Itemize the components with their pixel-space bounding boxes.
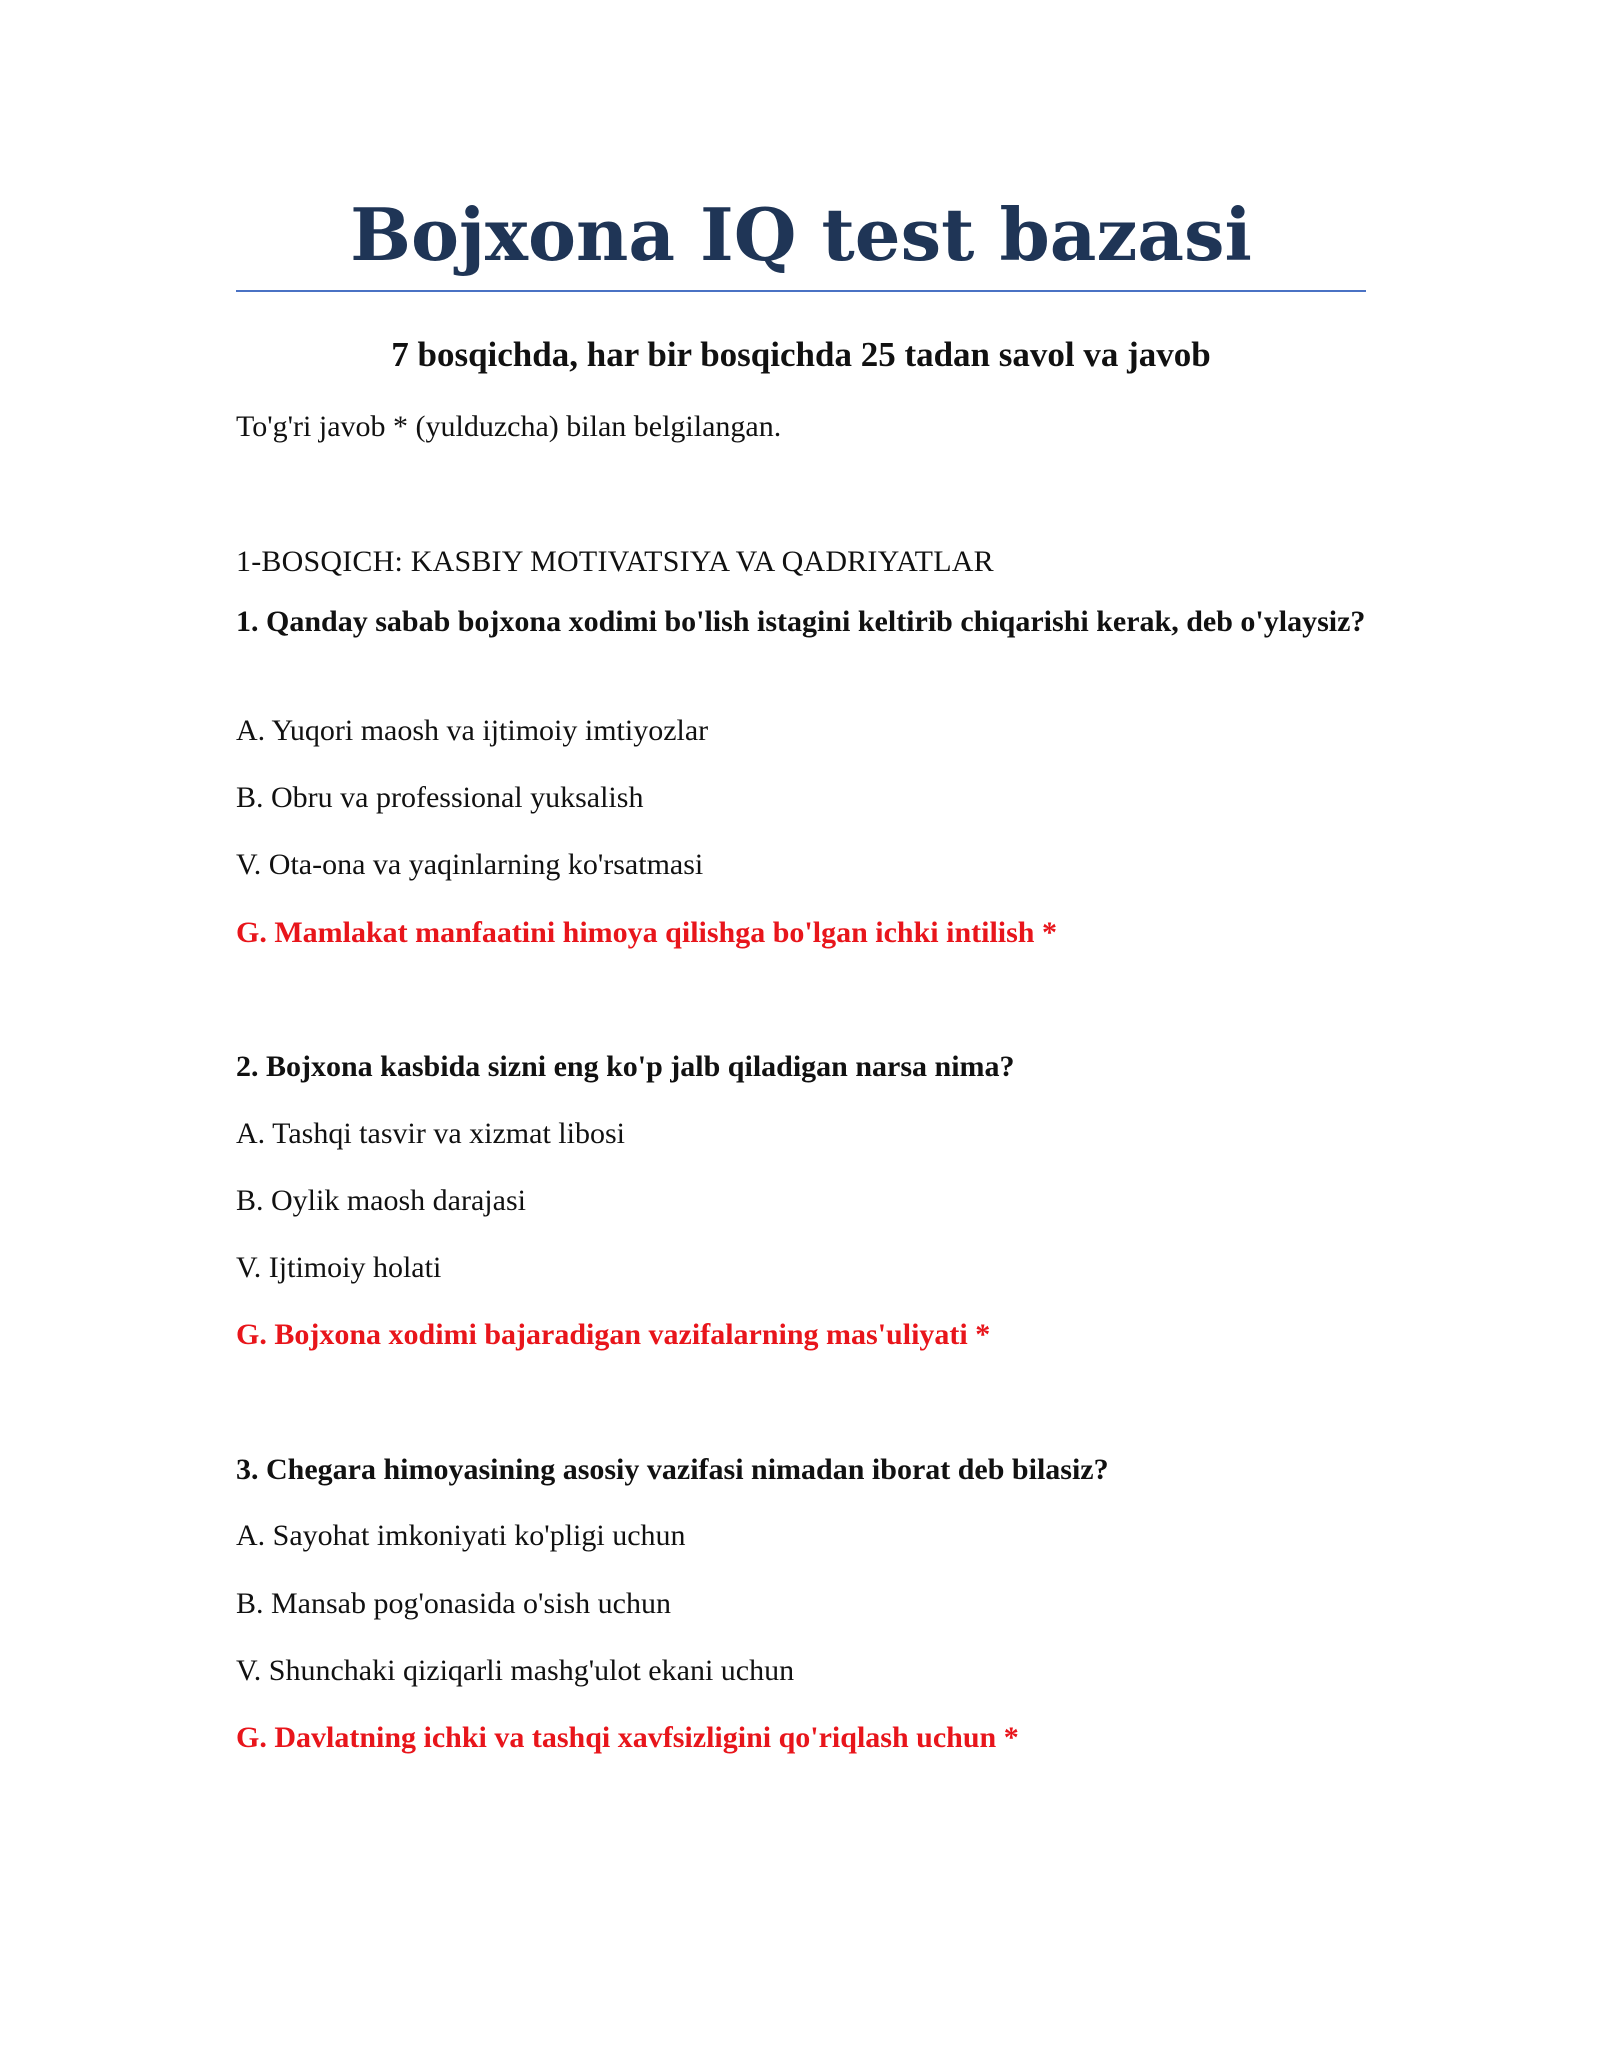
answer-option: A. Sayohat imkoniyati ko'pligi uchun xyxy=(236,1519,686,1552)
answer-option: B. Obru va professional yuksalish xyxy=(236,781,644,814)
correct-answer-option: G. Davlatning ichki va tashqi xavfsizligini qo'riqlash uchun * xyxy=(236,1721,1019,1754)
document-subtitle: 7 bosqichda, har bir bosqichda 25 tadan savol va javob xyxy=(391,335,1211,374)
correct-answer-option: G. Bojxona xodimi bajaradigan vazifalarning mas'uliyati * xyxy=(236,1318,991,1351)
title-underline xyxy=(236,290,1366,292)
answer-option: V. Shunchaki qiziqarli mashg'ulot ekani uchun xyxy=(236,1654,795,1687)
answer-option: V. Ijtimoiy holati xyxy=(236,1251,442,1284)
answer-option: V. Ota-ona va yaqinlarning ko'rsatmasi xyxy=(236,848,704,881)
question-text: 1. Qanday sabab bojxona xodimi bo'lish istagini keltirib chiqarishi kerak, deb o'ylaysiz? xyxy=(236,605,1366,638)
answer-option: B. Oylik maosh darajasi xyxy=(236,1184,526,1217)
document-title: Bojxona IQ test bazasi xyxy=(350,192,1252,277)
correct-answer-option: G. Mamlakat manfaatini himoya qilishga bo'lgan ichki intilish * xyxy=(236,916,1057,949)
answer-key-note: To'g'ri javob * (yulduzcha) bilan belgilangan. xyxy=(236,410,782,443)
answer-option: A. Yuqori maosh va ijtimoiy imtiyozlar xyxy=(236,714,709,747)
answer-option: B. Mansab pog'onasida o'sish uchun xyxy=(236,1587,671,1620)
question-text: 3. Chegara himoyasining asosiy vazifasi nimadan iborat deb bilasiz? xyxy=(236,1453,1109,1486)
answer-option: A. Tashqi tasvir va xizmat libosi xyxy=(236,1117,625,1150)
question-text: 2. Bojxona kasbida sizni eng ko'p jalb qiladigan narsa nima? xyxy=(236,1050,1015,1083)
section-heading: 1-BOSQICH: KASBIY MOTIVATSIYA VA QADRIYATLAR xyxy=(236,545,994,578)
